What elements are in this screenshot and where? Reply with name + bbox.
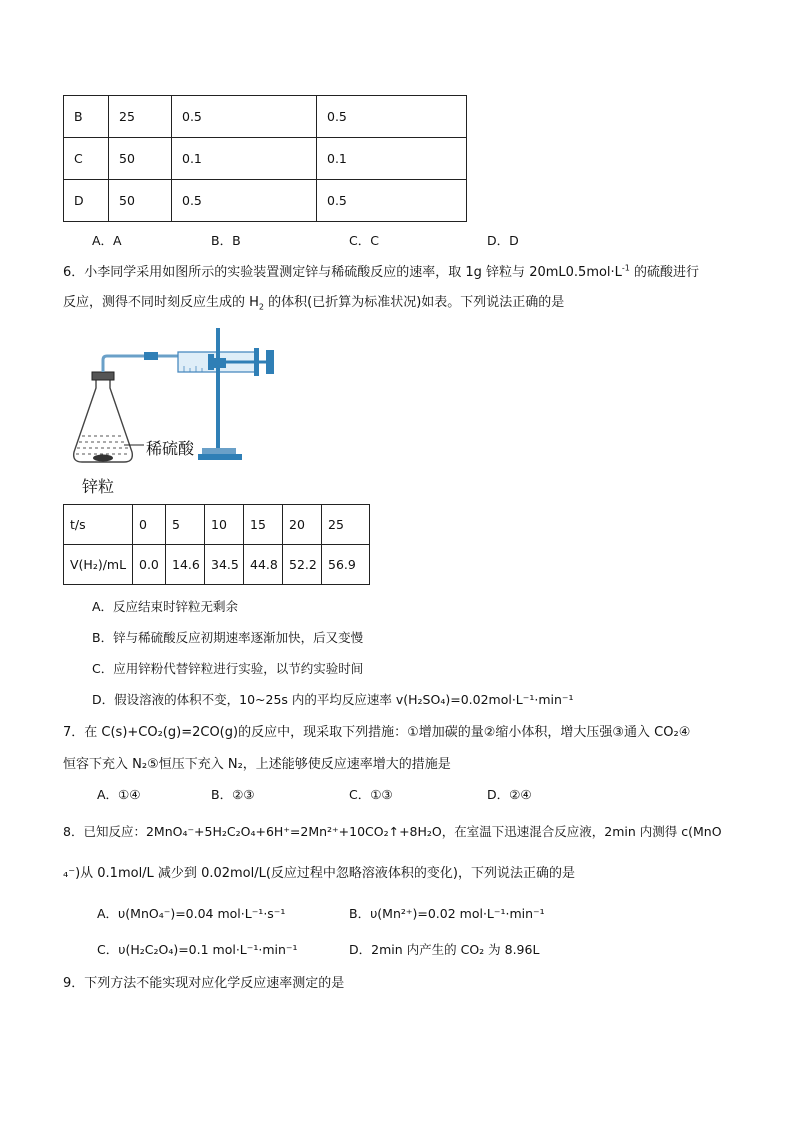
table-cell: 14.6 — [166, 545, 205, 585]
q9-stem-line1: 9．下列方法不能实现对应化学反应速率测定的是 — [63, 976, 345, 991]
table-header-cell: 0 — [133, 505, 166, 545]
table-cell: 0.0 — [133, 545, 166, 585]
table-row — [64, 505, 370, 545]
table-cell: D — [64, 180, 109, 222]
q8-option-b[interactable]: B．υ(Mn²⁺)=0.02 mol·L⁻¹·min⁻¹ — [349, 906, 545, 921]
q7-option-b[interactable]: B．②③ — [211, 787, 255, 802]
q6-text: 的硫酸进行 — [629, 265, 700, 280]
connector — [144, 352, 158, 360]
table-header-cell: t/s — [64, 505, 133, 545]
table-row — [64, 96, 467, 138]
stand-base — [198, 454, 242, 460]
table-header-cell: 5 — [166, 505, 205, 545]
table-cell: 50 — [109, 138, 172, 180]
table-header-cell: 20 — [283, 505, 322, 545]
q5-option-b[interactable]: B．B — [211, 233, 241, 248]
table-cell: 50 — [109, 180, 172, 222]
q6-sub: 2 — [258, 302, 265, 312]
q8-stem-line2: ₄⁻)从 0.1mol/L 减少到 0.02mol/L(反应过程中忽略溶液体积的变化)，下列说法正确的是 — [63, 866, 576, 881]
table-cell: 56.9 — [322, 545, 370, 585]
q6-option-a[interactable]: A．反应结束时锌粒无剩余 — [92, 599, 239, 614]
q7-option-a[interactable]: A．①④ — [97, 787, 141, 802]
table-cell: B — [64, 96, 109, 138]
table-cell: V(H₂)/mL — [64, 545, 133, 585]
flask — [74, 378, 133, 462]
q6-text: 6．小李同学采用如图所示的实验装置测定锌与稀硫酸反应的速率，取 1g 锌粒与 20mL0.5mol·L — [63, 265, 622, 280]
q5-option-a[interactable]: A．A — [92, 233, 122, 248]
table-cell: 0.1 — [172, 138, 317, 180]
table-cell: 25 — [109, 96, 172, 138]
q7-option-d[interactable]: D．②④ — [487, 787, 532, 802]
table-prev-question — [63, 95, 467, 222]
syringe-grip — [254, 348, 259, 376]
zinc-granules — [93, 455, 113, 462]
q7-option-c[interactable]: C．①③ — [349, 787, 393, 802]
q7-stem-line1: 7．在 C(s)+CO₂(g)=2CO(g)的反应中，现采取下列措施：①增加碳的量②缩小体积，增大压强③通入 CO₂④ — [63, 725, 691, 740]
table-cell: C — [64, 138, 109, 180]
q5-option-d[interactable]: D．D — [487, 233, 519, 248]
q6-text: 的体积(已折算为标准状况)如表。下列说法正确的是 — [264, 295, 565, 310]
q8-option-d[interactable]: D．2min 内产生的 CO₂ 为 8.96L — [349, 942, 540, 957]
q8-option-a[interactable]: A．υ(MnO₄⁻)=0.04 mol·L⁻¹·s⁻¹ — [97, 906, 286, 921]
q8-stem-line1: 8．已知反应：2MnO₄⁻+5H₂C₂O₄+6H⁺=2Mn²⁺+10CO₂↑+8H₂O，在室温下迅速混合反应液，2min 内测得 c(MnO — [63, 824, 722, 839]
tube — [103, 356, 184, 372]
table-cell: 0.5 — [172, 96, 317, 138]
q6-text: 反应，测得不同时刻反应生成的 H — [63, 295, 259, 310]
flask-stopper — [92, 372, 114, 380]
label-zinc: 锌粒 — [82, 477, 115, 496]
table-cell: 52.2 — [283, 545, 322, 585]
q6-option-d[interactable]: D．假设溶液的体积不变，10~25s 内的平均反应速率 v(H₂SO₄)=0.02mol·L⁻¹·min⁻¹ — [92, 692, 574, 707]
table-header-cell: 25 — [322, 505, 370, 545]
table-cell: 44.8 — [244, 545, 283, 585]
apparatus-figure — [66, 320, 296, 500]
table-cell: 0.1 — [317, 138, 467, 180]
q5-option-c[interactable]: C．C — [349, 233, 379, 248]
table-cell: 0.5 — [317, 96, 467, 138]
q6-stem-line1 — [63, 261, 699, 280]
table-cell: 0.5 — [172, 180, 317, 222]
table-row — [64, 180, 467, 222]
syringe-handle — [266, 350, 274, 374]
table-row — [64, 138, 467, 180]
table-row — [64, 545, 370, 585]
q7-stem-line2: 恒容下充入 N₂⑤恒压下充入 N₂，上述能够使反应速率增大的措施是 — [63, 757, 451, 772]
table-cell: 0.5 — [317, 180, 467, 222]
q8-option-c[interactable]: C．υ(H₂C₂O₄)=0.1 mol·L⁻¹·min⁻¹ — [97, 942, 298, 957]
table-cell: 34.5 — [205, 545, 244, 585]
label-acid: 稀硫酸 — [146, 439, 195, 458]
q6-option-c[interactable]: C．应用锌粉代替锌粒进行实验，以节约实验时间 — [92, 661, 364, 676]
table-header-cell: 15 — [244, 505, 283, 545]
stand-clamp — [212, 358, 226, 368]
q6-option-b[interactable]: B．锌与稀硫酸反应初期速率逐渐加快，后又变慢 — [92, 630, 364, 645]
table-header-cell: 10 — [205, 505, 244, 545]
q6-data-table — [63, 504, 370, 585]
q6-stem-line2 — [63, 291, 564, 312]
q6-sup: -1 — [621, 263, 630, 273]
